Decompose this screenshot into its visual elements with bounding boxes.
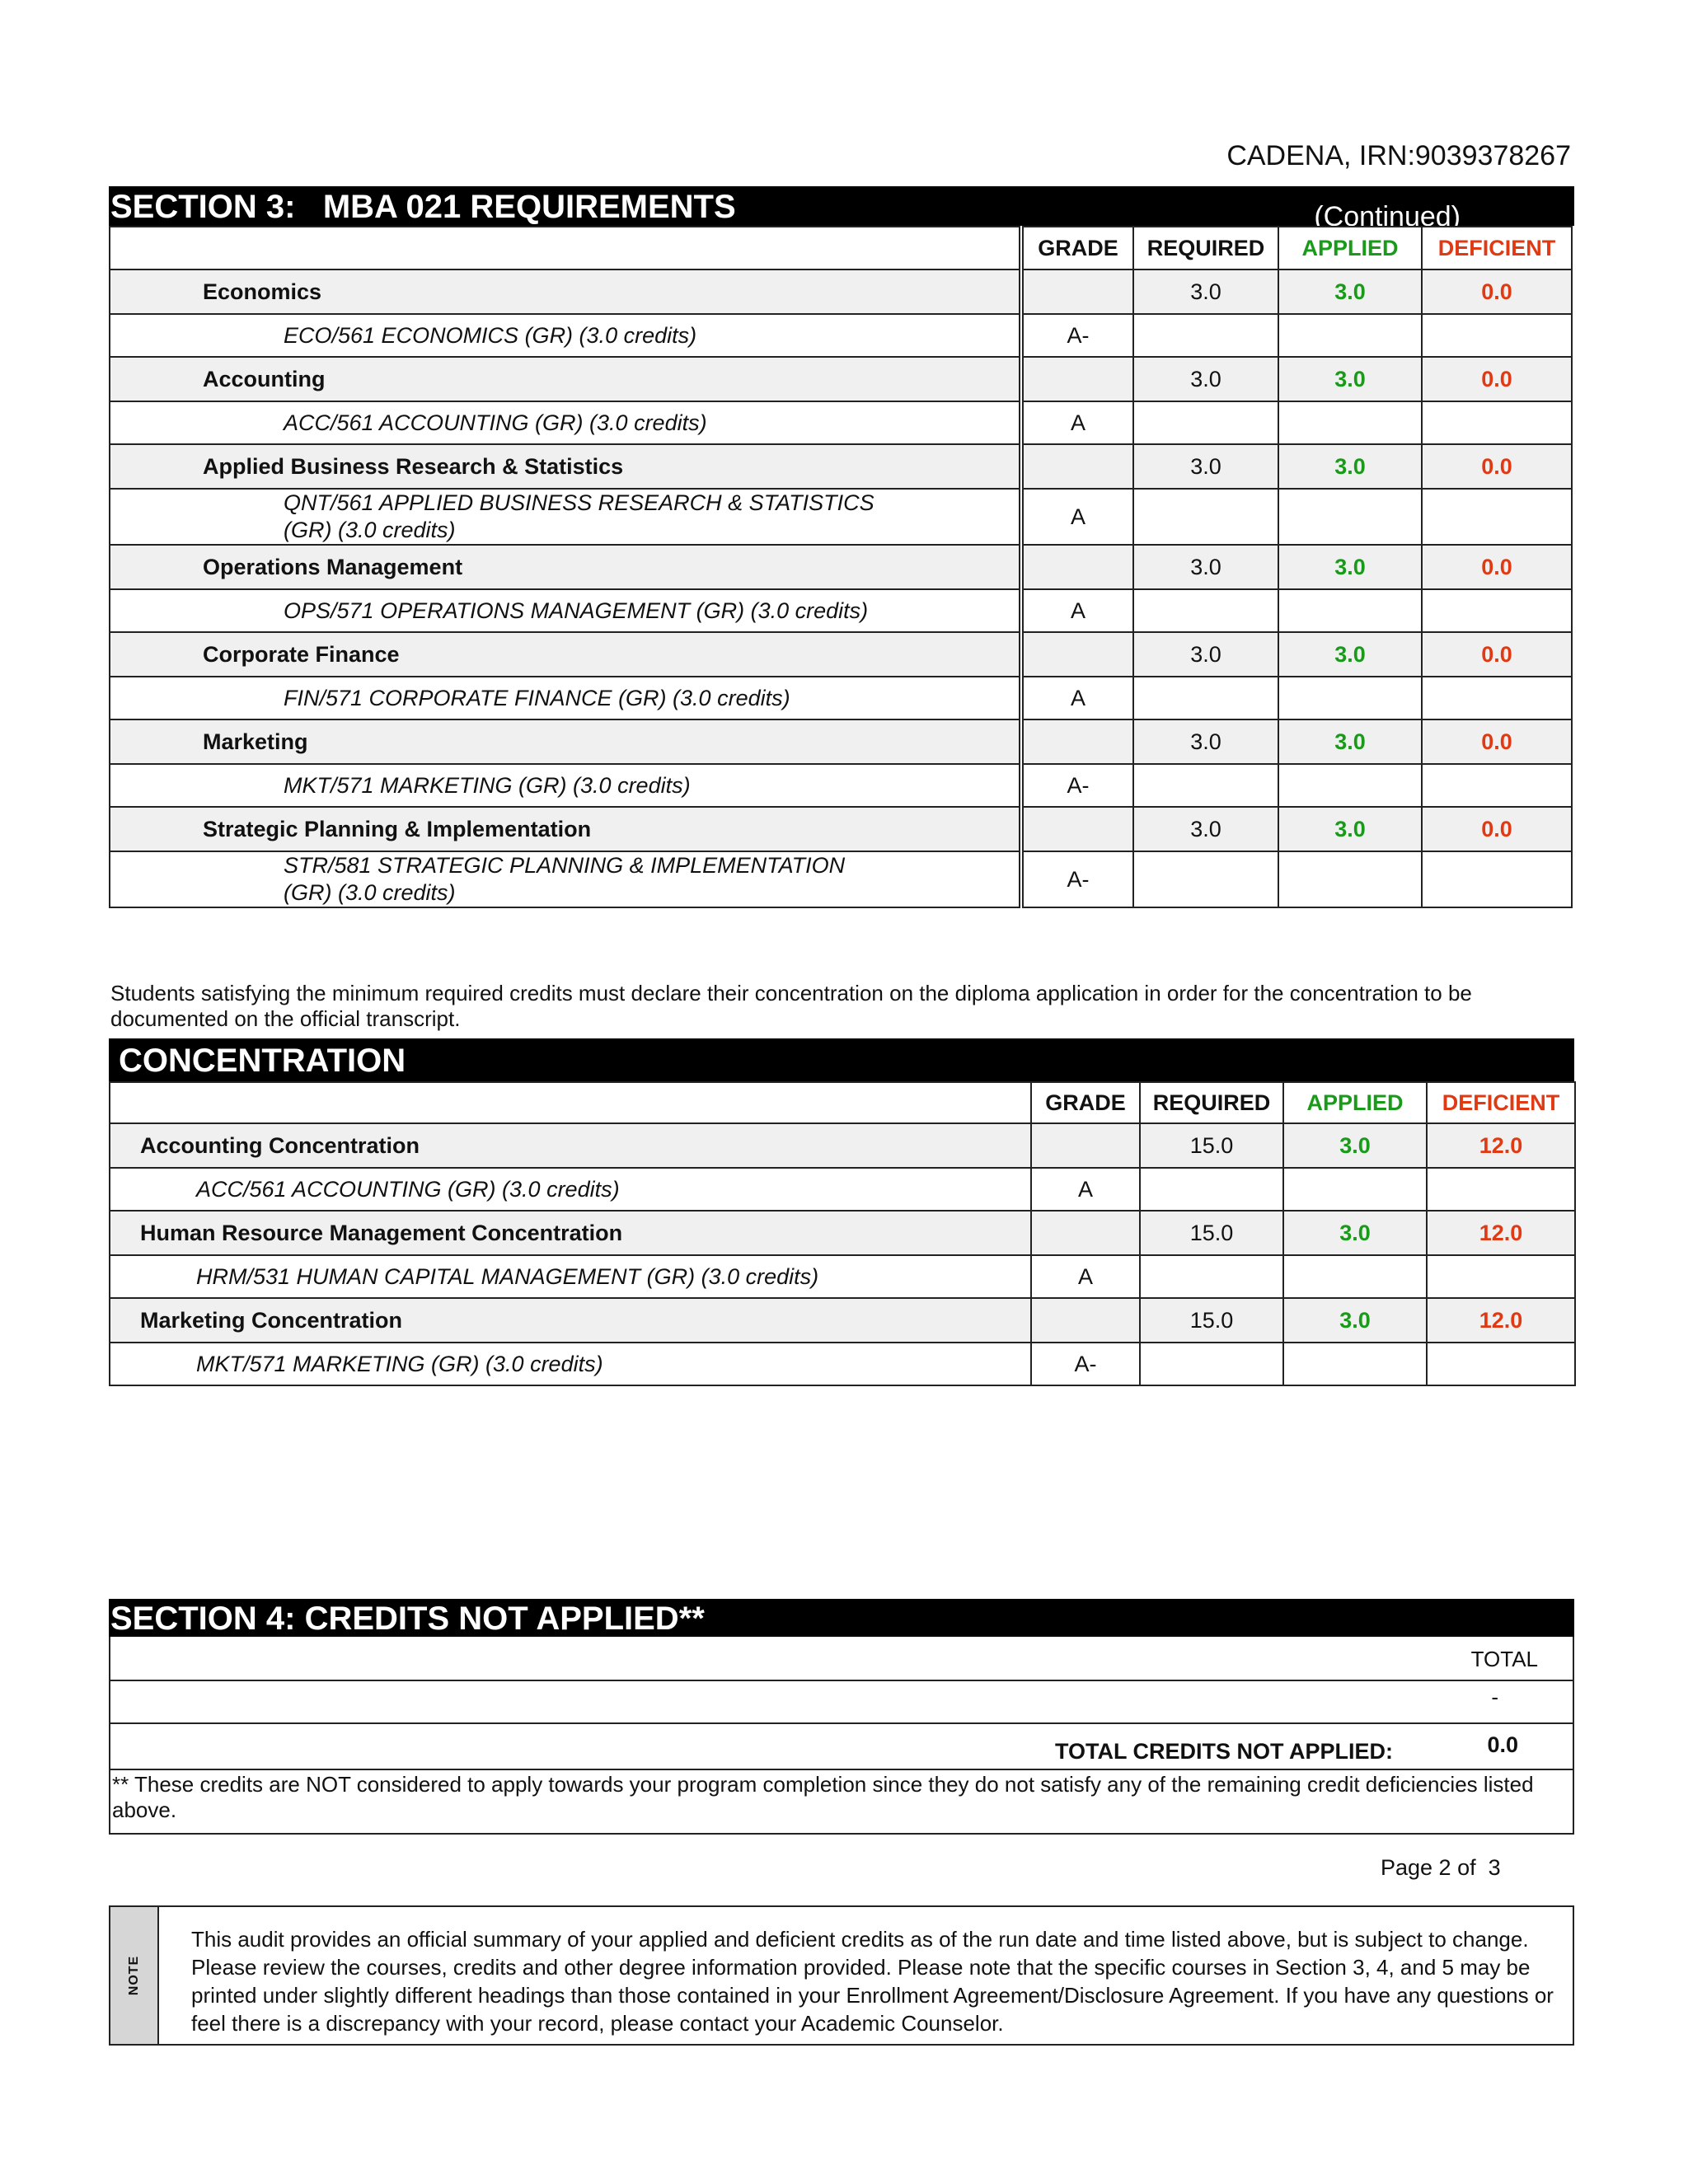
course-grade: A bbox=[1031, 1255, 1140, 1298]
course-title: ACC/561 ACCOUNTING (GR) (3.0 credits) bbox=[110, 1168, 1031, 1211]
concentration-intro: Students satisfying the minimum required credits must declare their concentration on the diploma application in order for the concentration to be documented on the official transcript. bbox=[110, 981, 1472, 1031]
deficient-value: 0.0 bbox=[1422, 807, 1572, 851]
deficient-col-header: DEFICIENT bbox=[1427, 1082, 1575, 1123]
course-row bbox=[110, 1343, 1575, 1385]
course-title: ECO/561 ECONOMICS (GR) (3.0 credits) bbox=[110, 314, 1020, 357]
course-row bbox=[110, 677, 1572, 719]
requirement-grade-cell bbox=[1023, 807, 1133, 851]
required-value: 3.0 bbox=[1133, 269, 1278, 314]
divider bbox=[110, 1680, 1573, 1681]
requirement-row bbox=[110, 357, 1572, 401]
required-value: 15.0 bbox=[1140, 1298, 1283, 1343]
concentration-name: Human Resource Management Concentration bbox=[110, 1211, 1031, 1255]
course-row bbox=[110, 489, 1572, 545]
note-box bbox=[109, 1905, 1574, 2046]
concentration-grade-cell bbox=[1031, 1211, 1140, 1255]
requirement-name: Corporate Finance bbox=[110, 632, 1020, 677]
course-title: ACC/561 ACCOUNTING (GR) (3.0 credits) bbox=[110, 401, 1020, 444]
requirement-grade-cell bbox=[1023, 719, 1133, 764]
section3-table bbox=[109, 226, 1573, 908]
deficient-value: 0.0 bbox=[1422, 269, 1572, 314]
section3-title: SECTION 3: MBA 021 REQUIREMENTS bbox=[110, 189, 736, 225]
requirement-grade-cell bbox=[1023, 545, 1133, 589]
course-row bbox=[110, 764, 1572, 807]
note-tab bbox=[110, 1907, 159, 2044]
divider bbox=[110, 1722, 1573, 1724]
applied-value: 3.0 bbox=[1283, 1123, 1427, 1168]
course-title: FIN/571 CORPORATE FINANCE (GR) (3.0 credits) bbox=[110, 677, 1020, 719]
applied-value: 3.0 bbox=[1278, 632, 1422, 677]
course-grade: A- bbox=[1031, 1343, 1140, 1385]
required-value: 3.0 bbox=[1133, 807, 1278, 851]
applied-value: 3.0 bbox=[1283, 1211, 1427, 1255]
section3-title-bar bbox=[109, 186, 1574, 232]
deficient-value: 0.0 bbox=[1422, 632, 1572, 677]
applied-col-header: APPLIED bbox=[1283, 1082, 1427, 1123]
requirement-grade-cell bbox=[1023, 357, 1133, 401]
applied-col-header: APPLIED bbox=[1278, 227, 1422, 269]
concentration-name: Marketing Concentration bbox=[110, 1298, 1031, 1343]
required-value: 3.0 bbox=[1133, 357, 1278, 401]
note-tab-label: NOTE bbox=[126, 1955, 141, 1996]
section4-footnote: ** These credits are NOT considered to apply towards your program completion since they do not satisfy any of the remaining credit deficiencies listed above. bbox=[112, 1772, 1534, 1822]
requirement-row bbox=[110, 545, 1572, 589]
requirement-name: Accounting bbox=[110, 357, 1020, 401]
course-row bbox=[110, 1255, 1575, 1298]
requirement-name: Economics bbox=[110, 269, 1020, 314]
requirement-name: Marketing bbox=[110, 719, 1020, 764]
total-not-applied-label: TOTAL CREDITS NOT APPLIED: bbox=[1054, 1739, 1393, 1764]
student-id-header: CADENA, IRN:9039378267 bbox=[1226, 140, 1571, 171]
applied-value: 3.0 bbox=[1283, 1298, 1427, 1343]
applied-value: 3.0 bbox=[1278, 357, 1422, 401]
requirement-grade-cell bbox=[1023, 444, 1133, 489]
course-row bbox=[110, 589, 1572, 632]
page-number: Page 2 of 3 bbox=[1381, 1855, 1501, 1880]
requirement-grade-cell bbox=[1023, 269, 1133, 314]
required-value: 15.0 bbox=[1140, 1211, 1283, 1255]
applied-value: 3.0 bbox=[1278, 444, 1422, 489]
course-row bbox=[110, 401, 1572, 444]
required-value: 3.0 bbox=[1133, 632, 1278, 677]
section3-header-row bbox=[110, 227, 1572, 269]
deficient-value: 0.0 bbox=[1422, 357, 1572, 401]
course-grade: A bbox=[1023, 489, 1133, 545]
section4-title: SECTION 4: CREDITS NOT APPLIED** bbox=[110, 1601, 705, 1637]
section4-title-bar bbox=[109, 1599, 1574, 1637]
course-row bbox=[110, 1168, 1575, 1211]
course-title: STR/581 STRATEGIC PLANNING & IMPLEMENTATION (GR) (3.0 credits) bbox=[110, 851, 1020, 907]
requirement-row bbox=[110, 719, 1572, 764]
requirement-row bbox=[110, 269, 1572, 314]
deficient-value: 0.0 bbox=[1422, 444, 1572, 489]
course-title: QNT/561 APPLIED BUSINESS RESEARCH & STATISTICS (GR) (3.0 credits) bbox=[110, 489, 1020, 545]
course-title: HRM/531 HUMAN CAPITAL MANAGEMENT (GR) (3.0 credits) bbox=[110, 1255, 1031, 1298]
concentration-name: Accounting Concentration bbox=[110, 1123, 1031, 1168]
divider bbox=[110, 1769, 1573, 1770]
course-title: MKT/571 MARKETING (GR) (3.0 credits) bbox=[110, 764, 1020, 807]
section4-box bbox=[109, 1637, 1574, 1835]
requirement-name: Applied Business Research & Statistics bbox=[110, 444, 1020, 489]
requirement-row bbox=[110, 807, 1572, 851]
concentration-row bbox=[110, 1123, 1575, 1168]
requirement-row bbox=[110, 632, 1572, 677]
grade-col-header: GRADE bbox=[1023, 227, 1133, 269]
requirement-name: Strategic Planning & Implementation bbox=[110, 807, 1020, 851]
course-grade: A- bbox=[1023, 851, 1133, 907]
requirement-row bbox=[110, 444, 1572, 489]
applied-value: 3.0 bbox=[1278, 719, 1422, 764]
course-title: MKT/571 MARKETING (GR) (3.0 credits) bbox=[110, 1343, 1031, 1385]
note-text: This audit provides an official summary of your applied and deficient credits as of the run date and time listed above, but is subject to change. Please review the courses, credits and other degree information provided. Please note that the specific courses in Section 3, 4, and 5 may be printed under slightly different headings than those contained in your Enrollment Agreement/Disclosure Agreement. If you have any questions or feel there is a discrepancy with your record, please contact your Academic Counselor. bbox=[191, 1927, 1554, 2036]
concentration-table bbox=[109, 1081, 1576, 1386]
not-applied-row-value: - bbox=[1491, 1685, 1498, 1709]
requirement-grade-cell bbox=[1023, 632, 1133, 677]
required-col-header: REQUIRED bbox=[1140, 1082, 1283, 1123]
deficient-value: 12.0 bbox=[1427, 1298, 1575, 1343]
deficient-value: 12.0 bbox=[1427, 1211, 1575, 1255]
required-value: 3.0 bbox=[1133, 719, 1278, 764]
deficient-col-header: DEFICIENT bbox=[1422, 227, 1572, 269]
requirement-name: Operations Management bbox=[110, 545, 1020, 589]
concentration-title: CONCENTRATION bbox=[119, 1043, 406, 1079]
concentration-title-bar bbox=[109, 1038, 1574, 1081]
required-value: 3.0 bbox=[1133, 444, 1278, 489]
deficient-value: 0.0 bbox=[1422, 545, 1572, 589]
applied-value: 3.0 bbox=[1278, 545, 1422, 589]
total-not-applied-value: 0.0 bbox=[1487, 1732, 1518, 1757]
required-col-header: REQUIRED bbox=[1133, 227, 1278, 269]
course-grade: A bbox=[1023, 589, 1133, 632]
required-value: 15.0 bbox=[1140, 1123, 1283, 1168]
section3-continued: (Continued) bbox=[1314, 201, 1461, 232]
total-col-header: TOTAL bbox=[1470, 1647, 1538, 1671]
course-grade: A- bbox=[1023, 764, 1133, 807]
concentration-row bbox=[110, 1298, 1575, 1343]
course-grade: A bbox=[1023, 677, 1133, 719]
course-row bbox=[110, 314, 1572, 357]
course-grade: A bbox=[1023, 401, 1133, 444]
applied-value: 3.0 bbox=[1278, 269, 1422, 314]
course-title: OPS/571 OPERATIONS MANAGEMENT (GR) (3.0 credits) bbox=[110, 589, 1020, 632]
applied-value: 3.0 bbox=[1278, 807, 1422, 851]
concentration-header-row bbox=[110, 1082, 1575, 1123]
concentration-grade-cell bbox=[1031, 1298, 1140, 1343]
grade-col-header: GRADE bbox=[1031, 1082, 1140, 1123]
deficient-value: 12.0 bbox=[1427, 1123, 1575, 1168]
concentration-row bbox=[110, 1211, 1575, 1255]
course-row bbox=[110, 851, 1572, 907]
course-grade: A bbox=[1031, 1168, 1140, 1211]
deficient-value: 0.0 bbox=[1422, 719, 1572, 764]
required-value: 3.0 bbox=[1133, 545, 1278, 589]
course-grade: A- bbox=[1023, 314, 1133, 357]
concentration-grade-cell bbox=[1031, 1123, 1140, 1168]
